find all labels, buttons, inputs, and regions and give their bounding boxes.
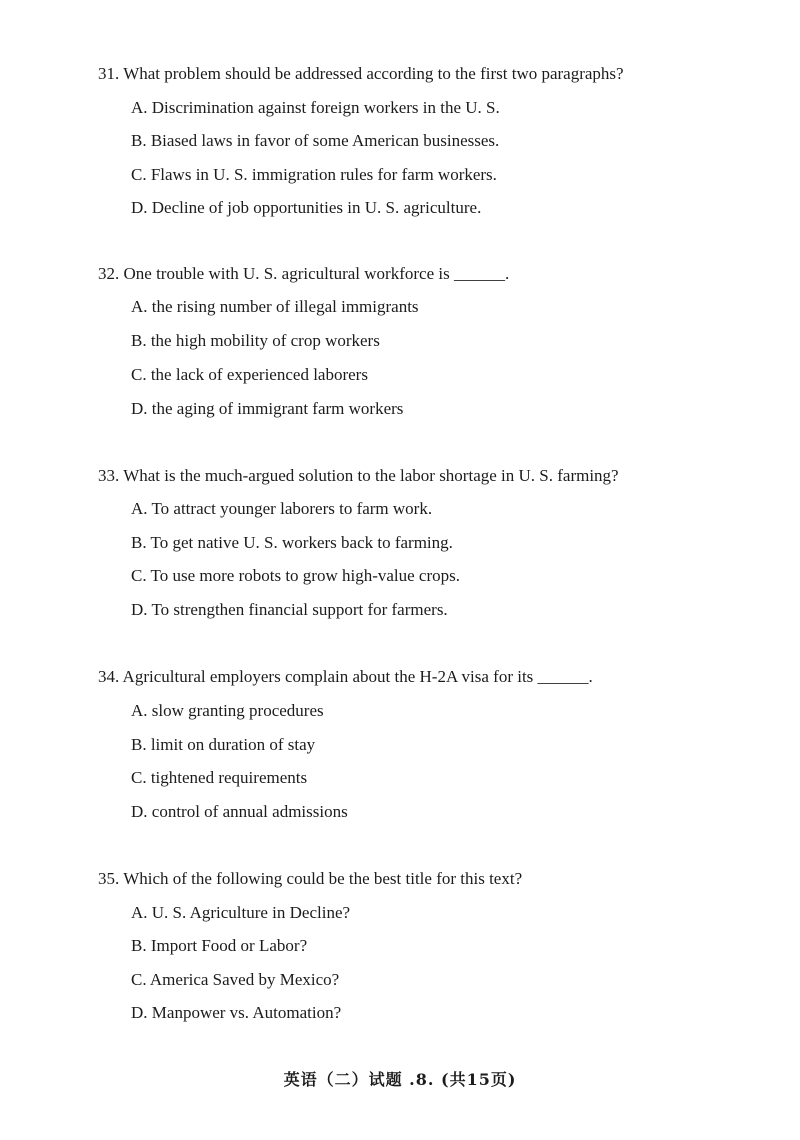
page-footer: 英语（二）试题 .8. (共15页) (283, 1070, 517, 1089)
option-a: A. U. S. Agriculture in Decline? (131, 903, 351, 922)
question-stem: 35. Which of the following could be the best title for this text? (98, 869, 523, 888)
option-c: C. To use more robots to grow high-value crops. (131, 566, 461, 585)
option-b: B. Import Food or Labor? (131, 936, 308, 955)
option-b: B. Biased laws in favor of some American businesses. (131, 131, 500, 150)
option-a: A. To attract younger laborers to farm work. (131, 499, 433, 518)
option-d: D. the aging of immigrant farm workers (131, 399, 404, 418)
question-stem: 32. One trouble with U. S. agricultural workforce is ______. (98, 264, 510, 283)
option-a: A. the rising number of illegal immigrants (131, 297, 419, 316)
option-b: B. limit on duration of stay (131, 735, 316, 754)
option-a: A. Discrimination against foreign workers in the U. S. (131, 98, 500, 117)
option-c: C. America Saved by Mexico? (131, 970, 340, 989)
option-c: C. the lack of experienced laborers (131, 365, 368, 384)
option-d: D. To strengthen financial support for farmers. (131, 600, 448, 619)
option-d: D. control of annual admissions (131, 802, 348, 821)
option-b: B. To get native U. S. workers back to farming. (131, 533, 453, 552)
option-d: D. Manpower vs. Automation? (131, 1003, 342, 1022)
question-stem: 34. Agricultural employers complain about the H-2A visa for its ______. (98, 667, 593, 686)
option-a: A. slow granting procedures (131, 701, 324, 720)
option-d: D. Decline of job opportunities in U. S. agriculture. (131, 198, 482, 217)
question-stem: 31. What problem should be addressed according to the first two paragraphs? (98, 64, 624, 83)
question-stem: 33. What is the much-argued solution to the labor shortage in U. S. farming? (98, 466, 619, 485)
option-c: C. Flaws in U. S. immigration rules for farm workers. (131, 165, 497, 184)
option-c: C. tightened requirements (131, 768, 308, 787)
option-b: B. the high mobility of crop workers (131, 331, 380, 350)
